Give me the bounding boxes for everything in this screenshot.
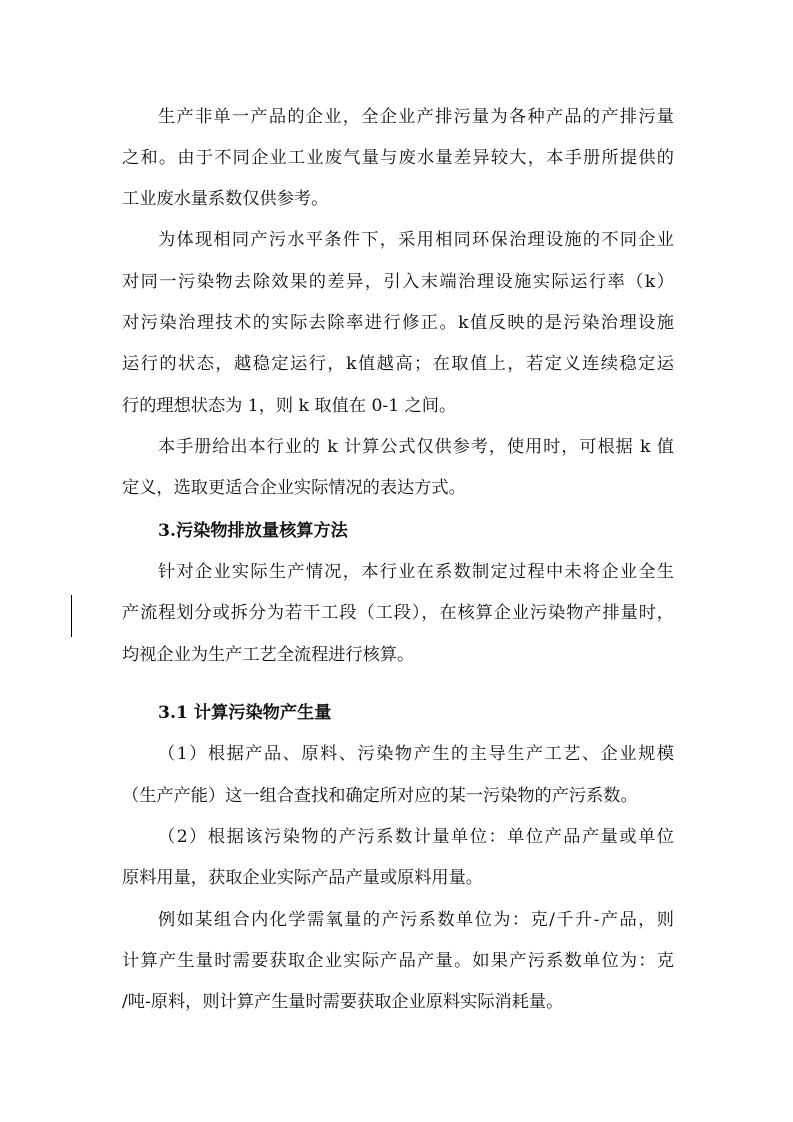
text-line: 对同一污染物去除效果的差异，引入末端治理设施实际运行率（k） <box>122 272 674 292</box>
text-line: 均视企业为生产工艺全流程进行核算。 <box>122 645 415 665</box>
text-line: 针对企业实际生产情况，本行业在系数制定过程中未将企业全生 <box>158 562 674 582</box>
section-heading: 3.污染物排放量核算方法 <box>158 521 348 541</box>
text-line: 本手册给出本行业的 k 计算公式仅供参考，使用时，可根据 k 值 <box>158 437 674 457</box>
text-line: 之和。由于不同企业工业废气量与废水量差异较大，本手册所提供的 <box>122 148 674 168</box>
text-line: （生产产能）这一组合查找和确定所对应的某一污染物的产污系数。 <box>122 786 638 806</box>
text-line: 运行的状态，越稳定运行，k值越高；在取值上，若定义连续稳定运 <box>122 354 674 374</box>
text-line: 原料用量，获取企业实际产品产量或原料用量。 <box>122 868 483 888</box>
text-line: 例如某组合内化学需氧量的产污系数单位为：克/千升-产品，则 <box>158 910 674 930</box>
text-line: 生产非单一产品的企业，全企业产排污量为各种产品的产排污量 <box>158 107 674 127</box>
text-line: 对污染治理技术的实际去除率进行修正。k值反映的是污染治理设施 <box>122 313 674 333</box>
text-line: /吨-原料，则计算产生量时需要获取企业原料实际消耗量。 <box>122 992 564 1012</box>
revision-bar <box>71 595 72 637</box>
text-line: 为体现相同产污水平条件下，采用相同环保治理设施的不同企业 <box>158 230 674 250</box>
text-line: 工业废水量系数仅供参考。 <box>122 189 329 209</box>
text-line: 行的理想状态为 1，则 k 取值在 0-1 之间。 <box>122 396 457 416</box>
text-line: （2）根据该污染物的产污系数计量单位：单位产品产量或单位 <box>158 827 674 847</box>
text-line: 计算产生量时需要获取企业实际产品产量。如果产污系数单位为：克 <box>122 951 674 971</box>
text-line: （1）根据产品、原料、污染物产生的主导生产工艺、企业规模 <box>158 744 674 764</box>
subsection-heading: 3.1 计算污染物产生量 <box>158 703 332 723</box>
text-line: 产流程划分或拆分为若干工段（工段），在核算企业污染物产排量时， <box>122 603 674 623</box>
text-line: 定义，选取更适合企业实际情况的表达方式。 <box>122 478 466 498</box>
